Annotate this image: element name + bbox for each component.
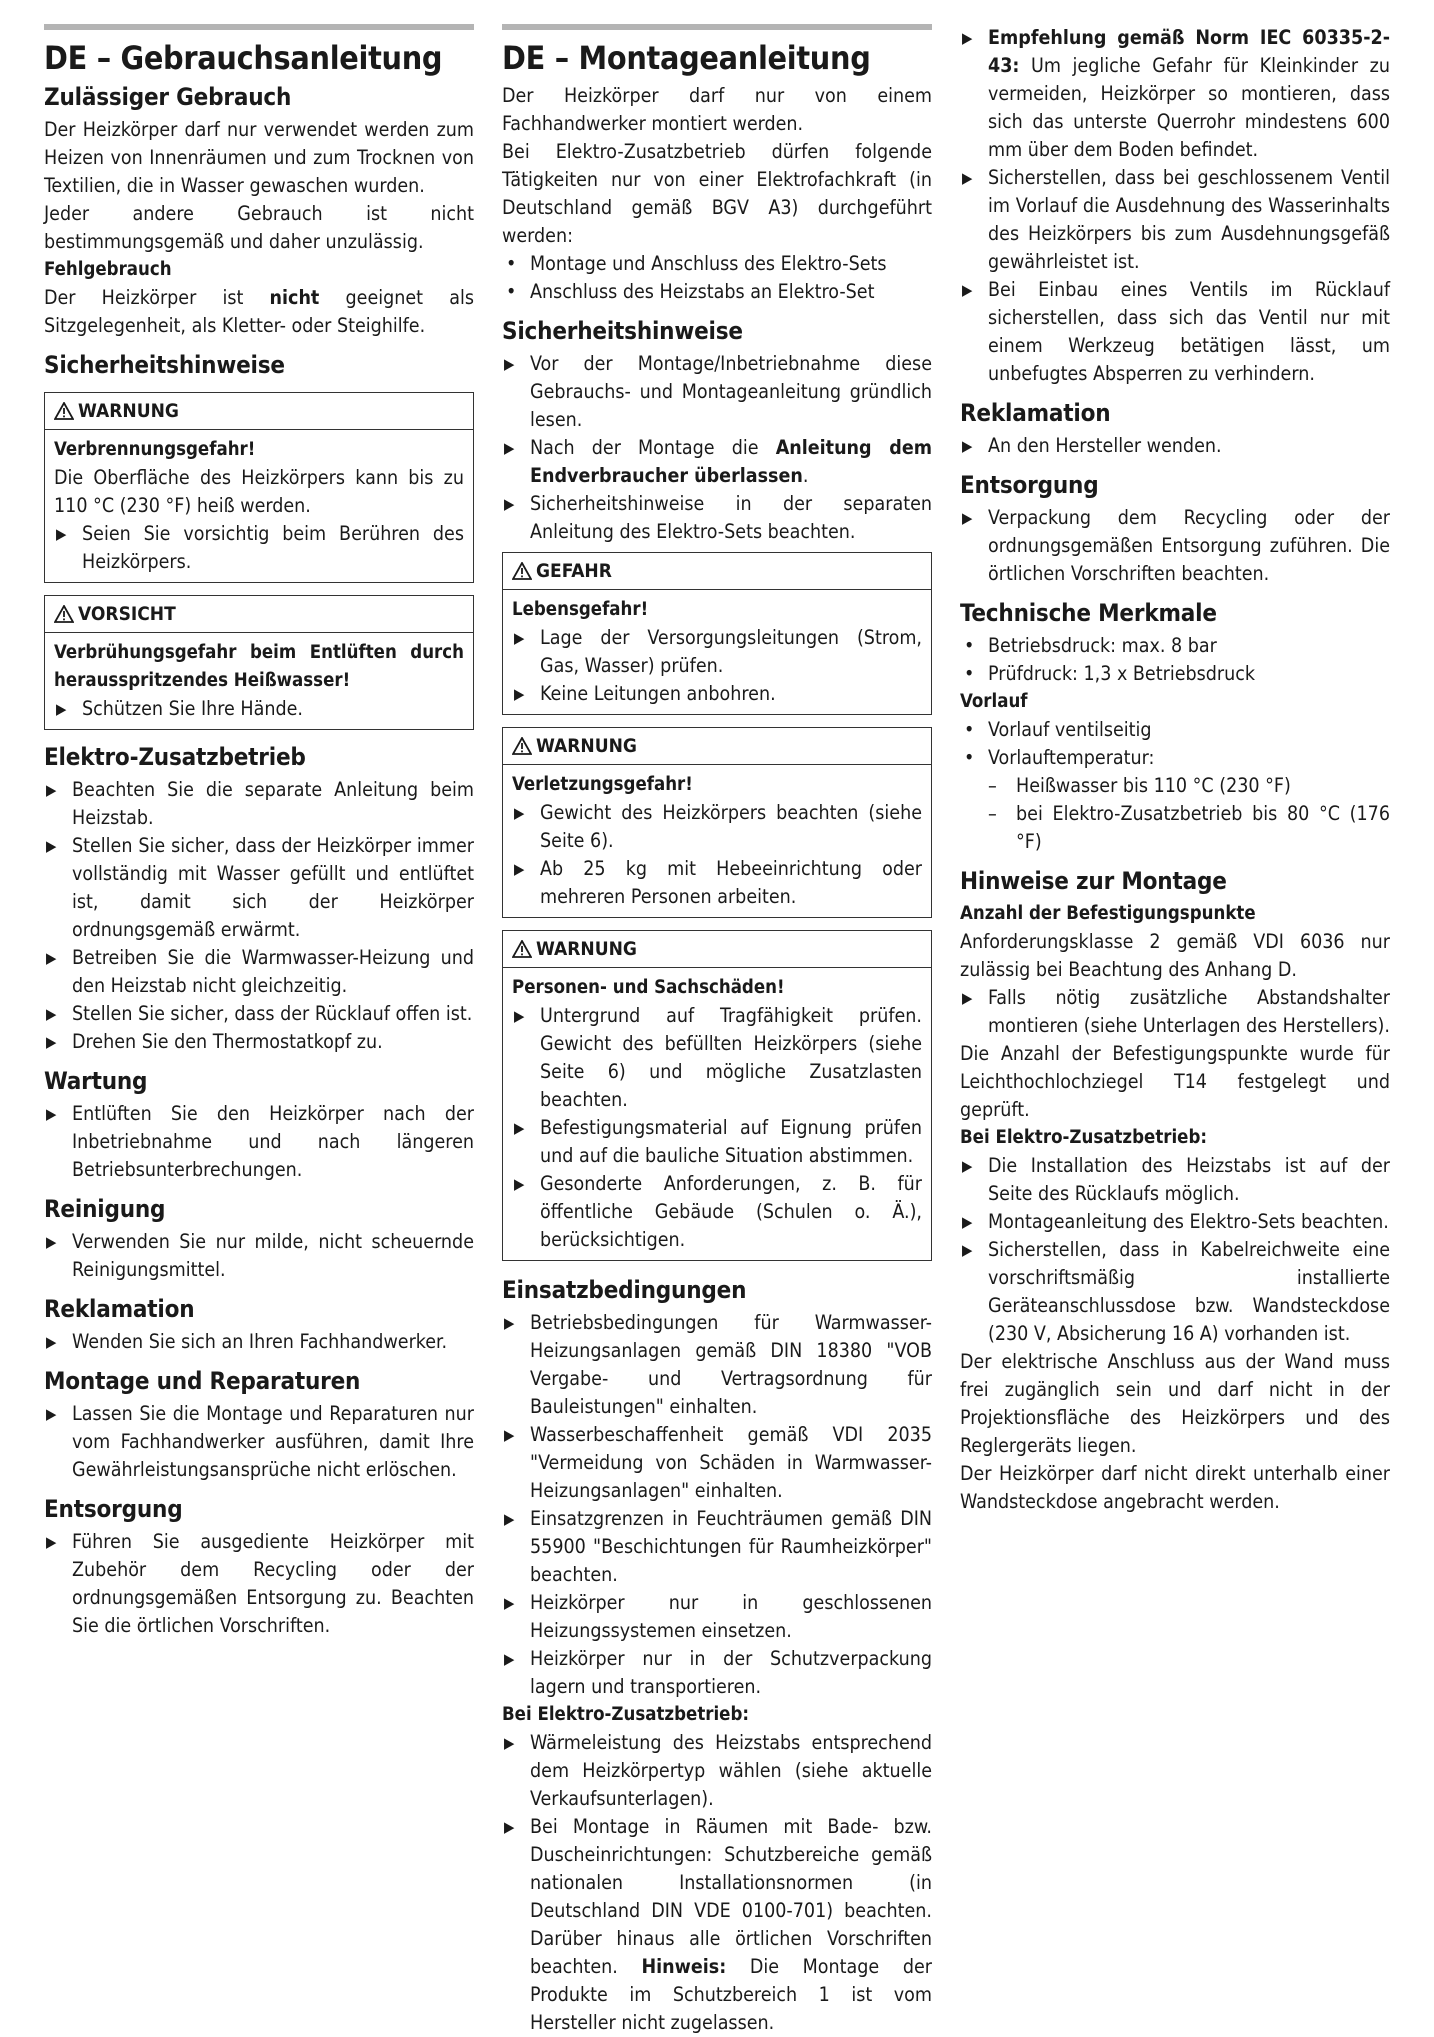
warning-title: Verletzungsgefahr! (512, 774, 693, 795)
sicherheit-list (502, 350, 932, 546)
warning-box-body (45, 430, 473, 582)
emphasis-text: Empfehlung gemäß Norm IEC 60335-2-43: (988, 26, 1390, 77)
triangle-right-icon: ▶ (504, 1594, 515, 1612)
bullet-icon: • (964, 718, 975, 741)
list-item-text: Verwenden Sie nur milde, nicht scheuernde Reinigungsmittel. (72, 1230, 474, 1281)
warning-title: Personen- und Sachschäden! (512, 977, 785, 998)
danger-label: GEFAHR (536, 560, 612, 582)
list-item (960, 1236, 1390, 1348)
triangle-right-icon: ▶ (514, 804, 525, 822)
list-item (44, 1328, 474, 1356)
list-item (960, 1208, 1390, 1236)
triangle-right-icon: ▶ (504, 1426, 515, 1444)
list-item-text: Montageanleitung des Elektro-Sets beachten. (988, 1210, 1389, 1233)
triangle-right-icon: ▶ (962, 509, 973, 527)
warning-box (502, 930, 932, 1261)
list-item-text: Vorlauftemperatur: (988, 746, 1155, 769)
list-item (44, 1528, 474, 1640)
wartung-list (44, 1100, 474, 1184)
list-item (960, 276, 1390, 388)
montage-list (44, 1400, 474, 1484)
triangle-right-icon: ▶ (46, 949, 57, 967)
emphasis-text: nicht (269, 286, 320, 309)
column-montageanleitung (502, 24, 932, 2037)
triangle-right-icon: ▶ (46, 1333, 57, 1351)
paragraph: Jeder andere Gebrauch ist nicht bestimmungsgemäß und daher unzulässig. (44, 202, 474, 253)
list-item (960, 772, 1390, 800)
bullet-icon: • (964, 662, 975, 685)
list-item-text: Betreiben Sie die Warmwasser-Heizung und den Heizstab nicht gleichzeitig. (72, 946, 474, 997)
list-item (512, 680, 922, 708)
heading-einsatzbedingungen: Einsatzbedingungen (502, 1276, 747, 1304)
paragraph: Der Heizkörper darf nicht direkt unterhalb einer Wandsteckdose angebracht werden. (960, 1462, 1390, 1513)
warning-box-body (503, 968, 931, 1260)
dash-icon: – (988, 802, 997, 825)
label-bei-elektro-zusatzbetrieb: Bei Elektro-Zusatzbetrieb: (502, 1704, 750, 1725)
triangle-right-icon: ▶ (514, 629, 525, 647)
list-item-text: Beachten Sie die separate Anleitung beim Heizstab. (72, 778, 474, 829)
danger-title: Lebensgefahr! (512, 599, 649, 620)
list-item (960, 744, 1390, 772)
list-item-text: Betriebsdruck: max. 8 bar (988, 634, 1217, 657)
triangle-right-icon: ▶ (962, 1241, 973, 1259)
bullet-icon: • (964, 634, 975, 657)
list-item (44, 1028, 474, 1056)
heading-hinweise-zur-montage: Hinweise zur Montage (960, 867, 1227, 895)
triangle-right-icon: ▶ (962, 169, 973, 187)
bullet-icon: • (506, 280, 517, 303)
triangle-right-icon: ▶ (46, 1033, 57, 1051)
caution-title: Verbrühungsgefahr beim Entlüften durch herausspritzendes Heißwasser! (54, 642, 464, 691)
warning-box-body (503, 765, 931, 917)
warning-triangle-icon (512, 562, 532, 580)
heading-technische-merkmale: Technische Merkmale (960, 599, 1217, 627)
vorlauf-list (960, 716, 1390, 772)
list-item (960, 164, 1390, 276)
triangle-right-icon: ▶ (514, 1007, 525, 1025)
caution-list (54, 695, 464, 723)
warning-box (44, 392, 474, 583)
list-item (502, 1813, 932, 2037)
warning-box-header (503, 728, 931, 765)
list-item (502, 278, 932, 306)
list-item (512, 1114, 922, 1170)
list-item-text: Befestigungsmaterial auf Eignung prüfen und auf die bauliche Situation abstimmen. (540, 1116, 922, 1167)
warning-label: WARNUNG (536, 938, 637, 960)
list-item-text: Führen Sie ausgediente Heizkörper mit Zubehör dem Recycling oder der ordnungsgemäßen Entsorgung zu. Beachten Sie die örtlichen Vorschriften. (72, 1530, 474, 1637)
text: geeignet als Sitzgelegenheit, als Kletter- oder Steighilfe. (44, 286, 474, 337)
warning-box-header (45, 393, 473, 430)
list-item (502, 1645, 932, 1701)
list-item-text: Einsatzgrenzen in Feuchträumen gemäß DIN 55900 "Beschichtungen für Raumheizkörper" beachten. (530, 1507, 932, 1586)
list-item-text: Wenden Sie sich an Ihren Fachhandwerker. (72, 1330, 448, 1353)
triangle-right-icon: ▶ (504, 1314, 515, 1332)
paragraph: Der Heizkörper darf nur von einem Fachhandwerker montiert werden. (502, 84, 932, 135)
list-item-text: Die Installation des Heizstabs ist auf der Seite des Rücklaufs möglich. (988, 1154, 1390, 1205)
warning-triangle-icon (512, 940, 532, 958)
paragraph: Anforderungsklasse 2 gemäß VDI 6036 nur zulässig bei Beachtung des Anhang D. (960, 930, 1390, 981)
list-item (54, 695, 464, 723)
list-item-text: Vorlauf ventilseitig (988, 718, 1152, 741)
column-top-rule (44, 24, 474, 30)
list-item-text: Nach der Montage die (530, 436, 759, 459)
triangle-right-icon: ▶ (46, 1533, 57, 1551)
warning-label: WARNUNG (78, 400, 179, 422)
list-item (44, 944, 474, 1000)
triangle-right-icon: ▶ (46, 837, 57, 855)
list-item-text: Betriebsbedingungen für Warmwasser-Heizungsanlagen gemäß DIN 18380 "VOB Vergabe- und Vertragsordnung für Bauleistungen" einhalten. (530, 1311, 932, 1418)
list-item-text: Die Montage der Produkte im Schutzbereich 1 ist vom Hersteller nicht zugelassen. (530, 1955, 932, 2034)
montage-top-list (960, 24, 1390, 388)
list-item-text: Heizkörper nur in der Schutzverpackung lagern und transportieren. (530, 1647, 932, 1698)
list-item-text: Bei Montage in Räumen mit Bade- bzw. Duscheinrichtungen: Schutzbereiche gemäß nationalen Installationsnormen (in Deutschland DIN VDE 0100-701) beachten. Darüber hinaus alle örtlichen Vorschriften beachten. (530, 1815, 932, 1978)
reklamation-list (960, 432, 1390, 460)
heading-reklamation: Reklamation (44, 1295, 195, 1323)
triangle-right-icon: ▶ (504, 355, 515, 373)
warning-text: Die Oberfläche des Heizkörpers kann bis zu 110 °C (230 °F) heiß werden. (54, 466, 464, 517)
warning-title: Verbrennungsgefahr! (54, 439, 256, 460)
list-item (44, 1000, 474, 1028)
heading-wartung: Wartung (44, 1067, 148, 1095)
warning-label: WARNUNG (536, 735, 637, 757)
list-item (44, 1100, 474, 1184)
elektro-list (44, 776, 474, 1056)
list-item-text: Sicherheitshinweise in der separaten Anleitung des Elektro-Sets beachten. (530, 492, 932, 543)
list-item (512, 1170, 922, 1254)
label-bei-elektro-zusatzbetrieb: Bei Elektro-Zusatzbetrieb: (960, 1127, 1208, 1148)
triangle-right-icon: ▶ (514, 685, 525, 703)
heading-elektro-zusatzbetrieb: Elektro-Zusatzbetrieb (44, 743, 306, 771)
triangle-right-icon: ▶ (504, 1734, 515, 1752)
list-item-text: Lassen Sie die Montage und Reparaturen nur vom Fachhandwerker ausführen, damit Ihre Gewährleistungsansprüche nicht erlöschen. (72, 1402, 474, 1481)
list-item (44, 776, 474, 832)
list-item (512, 855, 922, 911)
list-item (502, 434, 932, 490)
list-item-text: bei Elektro-Zusatzbetrieb bis 80 °C (176 °F) (1016, 802, 1390, 853)
reinigung-list (44, 1228, 474, 1284)
list-item (960, 660, 1390, 688)
list-item-text: Stellen Sie sicher, dass der Heizkörper immer vollständig mit Wasser gefüllt und entlüftet ist, damit sich der Heizkörper ordnungsgemäß erwärmt. (72, 834, 474, 941)
heading-reklamation: Reklamation (960, 399, 1111, 427)
list-item (960, 632, 1390, 660)
paragraph: Bei Elektro-Zusatzbetrieb dürfen folgende Tätigkeiten nur von einer Elektrofachkraft (in Deutschland gemäß BGV A3) durchgeführt werden: (502, 140, 932, 247)
list-item (44, 1228, 474, 1284)
list-item-text: Gesonderte Anforderungen, z. B. für öffentliche Gebäude (Schulen o. Ä.), berücksichtigen. (540, 1172, 922, 1251)
list-item-text: Sicherstellen, dass in Kabelreichweite eine vorschriftsmäßig installierte Geräteanschlussdose bzw. Wandsteckdose (230 V, Absicherung 16 A) vorhanden ist. (988, 1238, 1390, 1345)
list-item-text: Ab 25 kg mit Hebeeinrichtung oder mehreren Personen arbeiten. (540, 857, 922, 908)
list-item (960, 716, 1390, 744)
heading-zulaessiger-gebrauch: Zulässiger Gebrauch (44, 83, 292, 111)
list-item-text: Heißwasser bis 110 °C (230 °F) (1016, 774, 1291, 797)
list-item-text: Verpackung dem Recycling oder der ordnungsgemäßen Entsorgung zuführen. Die örtlichen Vorschriften beachten. (988, 506, 1390, 585)
list-item-text: Heizkörper nur in geschlossenen Heizungssystemen einsetzen. (530, 1591, 932, 1642)
triangle-right-icon: ▶ (514, 1175, 525, 1193)
list-item-text: Prüfdruck: 1,3 x Betriebsdruck (988, 662, 1256, 685)
entsorgung-list (44, 1528, 474, 1640)
warning-triangle-icon (512, 737, 532, 755)
paragraph: Der elektrische Anschluss aus der Wand muss frei zugänglich sein und darf nicht in der Projektionsfläche des Heizkörpers und des Reglergeräts liegen. (960, 1350, 1390, 1457)
paragraph: Der Heizkörper darf nur verwendet werden zum Heizen von Innenräumen und zum Trocknen von Textilien, die in Wasser gewaschen wurden. (44, 118, 474, 197)
triangle-right-icon: ▶ (962, 281, 973, 299)
triangle-right-icon: ▶ (504, 1510, 515, 1528)
list-item (502, 1589, 932, 1645)
warning-list (512, 1002, 922, 1254)
list-item (512, 799, 922, 855)
list-item (502, 350, 932, 434)
warning-triangle-icon (54, 402, 74, 420)
label-anzahl-befestigungspunkte: Anzahl der Befestigungspunkte (960, 903, 1256, 924)
heading-montage-und-reparaturen: Montage und Reparaturen (44, 1367, 361, 1395)
triangle-right-icon: ▶ (514, 860, 525, 878)
triangle-right-icon: ▶ (56, 525, 67, 543)
list-item (960, 432, 1390, 460)
list-item-text: Bei Einbau eines Ventils im Rücklauf sicherstellen, dass sich das Ventil nur mit einem Werkzeug betätigen lässt, um unbefugtes Absperren zu verhindern. (988, 278, 1390, 385)
danger-box-header (503, 553, 931, 590)
warning-triangle-icon (54, 605, 74, 623)
list-item (54, 520, 464, 576)
triangle-right-icon: ▶ (46, 1233, 57, 1251)
danger-box-body (503, 590, 931, 714)
triangle-right-icon: ▶ (504, 439, 515, 457)
list-item (960, 800, 1390, 856)
heading-reinigung: Reinigung (44, 1195, 166, 1223)
triangle-right-icon: ▶ (962, 989, 973, 1007)
list-item (512, 1002, 922, 1114)
list-item (960, 504, 1390, 588)
list-item-text: Entlüften Sie den Heizkörper nach der Inbetriebnahme und nach längeren Betriebsunterbrechungen. (72, 1102, 474, 1181)
warning-box-header (503, 931, 931, 968)
triangle-right-icon: ▶ (962, 437, 973, 455)
triangle-right-icon: ▶ (46, 1405, 57, 1423)
list-item (502, 1729, 932, 1813)
triangle-right-icon: ▶ (962, 1213, 973, 1231)
list-item-text: Wärmeleistung des Heizstabs entsprechend dem Heizkörpertyp wählen (siehe aktuelle Verkaufsunterlagen). (530, 1731, 932, 1810)
paragraph: Die Anzahl der Befestigungspunkte wurde für Leichthochlochziegel T14 festgelegt und geprüft. (960, 1042, 1390, 1121)
list-item-text: Stellen Sie sicher, dass der Rücklauf offen ist. (72, 1002, 473, 1025)
list-item-text: Keine Leitungen anbohren. (540, 682, 776, 705)
danger-box (502, 552, 932, 715)
triangle-right-icon: ▶ (962, 1157, 973, 1175)
list-item (960, 1152, 1390, 1208)
column-montage-fortsetzung (960, 24, 1390, 1516)
triangle-right-icon: ▶ (504, 495, 515, 513)
triangle-right-icon: ▶ (504, 1818, 515, 1836)
entsorgung-list (960, 504, 1390, 588)
list-item (960, 24, 1390, 164)
emphasis-text: Hinweis: (641, 1955, 727, 1978)
list-item-text: . (802, 464, 809, 487)
section-title: DE – Montageanleitung (502, 39, 871, 77)
list-item (502, 250, 932, 278)
label-vorlauf: Vorlauf (960, 691, 1028, 712)
column-top-rule (502, 24, 932, 30)
list-item-text: An den Hersteller wenden. (988, 434, 1222, 457)
caution-box-body (45, 633, 473, 729)
list-item-text: Drehen Sie den Thermostatkopf zu. (72, 1030, 383, 1053)
list-item (502, 1309, 932, 1421)
caution-box (44, 595, 474, 730)
section-title: DE – Gebrauchsanleitung (44, 39, 443, 77)
einsatz-list (502, 1309, 932, 1701)
list-item (44, 832, 474, 944)
heading-sicherheitshinweise: Sicherheitshinweise (44, 351, 285, 379)
dash-icon: – (988, 774, 997, 797)
warning-list (54, 520, 464, 576)
triangle-right-icon: ▶ (46, 781, 57, 799)
list-item-text: Um jegliche Gefahr für Kleinkinder zu vermeiden, Heizkörper so montieren, dass sich das unterste Querrohr mindestens 600 mm über dem Boden befindet. (988, 54, 1390, 161)
warning-list (512, 799, 922, 911)
hinweise-elektro-list (960, 1152, 1390, 1348)
list-item (502, 1421, 932, 1505)
list-item-text: Lage der Versorgungsleitungen (Strom, Gas, Wasser) prüfen. (540, 626, 922, 677)
list-item-text: Vor der Montage/Inbetriebnahme diese Gebrauchs- und Montageanleitung gründlich lesen. (530, 352, 932, 431)
caution-box-header (45, 596, 473, 633)
bullet-icon: • (964, 746, 975, 769)
text: Der Heizkörper ist (44, 286, 244, 309)
triangle-right-icon: ▶ (962, 29, 973, 47)
list-item-text: Montage und Anschluss des Elektro-Sets (530, 252, 887, 275)
caution-label: VORSICHT (78, 603, 176, 625)
heading-entsorgung: Entsorgung (960, 471, 1099, 499)
list-item (960, 984, 1390, 1040)
list-item-text: Gewicht des Heizkörpers beachten (siehe Seite 6). (540, 801, 922, 852)
hinweise-list (960, 984, 1390, 1040)
list-item (502, 490, 932, 546)
triangle-right-icon: ▶ (56, 700, 67, 718)
triangle-right-icon: ▶ (46, 1005, 57, 1023)
paragraph (44, 284, 474, 340)
heading-sicherheitshinweise: Sicherheitshinweise (502, 317, 743, 345)
intro-list (502, 250, 932, 306)
list-item (44, 1400, 474, 1484)
label-fehlgebrauch: Fehlgebrauch (44, 259, 172, 280)
heading-entsorgung: Entsorgung (44, 1495, 183, 1523)
list-item-text: Schützen Sie Ihre Hände. (82, 697, 303, 720)
list-item (502, 1505, 932, 1589)
bullet-icon: • (506, 252, 517, 275)
list-item-text: Falls nötig zusätzliche Abstandshalter montieren (siehe Unterlagen des Herstellers). (988, 986, 1390, 1037)
danger-list (512, 624, 922, 708)
column-gebrauchsanleitung (44, 24, 474, 1640)
technik-list (960, 632, 1390, 688)
list-item-text: Seien Sie vorsichtig beim Berühren des Heizkörpers. (82, 522, 464, 573)
list-item (512, 624, 922, 680)
warning-box (502, 727, 932, 918)
reklamation-list (44, 1328, 474, 1356)
emphasis-text: Anleitung dem Endverbraucher überlassen (530, 436, 933, 487)
einsatz-elektro-list (502, 1729, 932, 2037)
triangle-right-icon: ▶ (46, 1105, 57, 1123)
list-item-text: Anschluss des Heizstabs an Elektro-Set (530, 280, 875, 303)
triangle-right-icon: ▶ (514, 1119, 525, 1137)
list-item-text: Sicherstellen, dass bei geschlossenem Ventil im Vorlauf die Ausdehnung des Wasserinhalts des Heizkörpers bis zum Ausdehnungsgefäß gewährleistet ist. (988, 166, 1390, 273)
vorlauf-temperatur-list (960, 772, 1390, 856)
list-item-text: Untergrund auf Tragfähigkeit prüfen. Gewicht des befüllten Heizkörpers (siehe Seite 6) und mögliche Zusatzlasten beachten. (540, 1004, 922, 1111)
triangle-right-icon: ▶ (504, 1650, 515, 1668)
list-item-text: Wasserbeschaffenheit gemäß VDI 2035 "Vermeidung von Schäden in Warmwasser-Heizungsanlagen" einhalten. (530, 1423, 932, 1502)
